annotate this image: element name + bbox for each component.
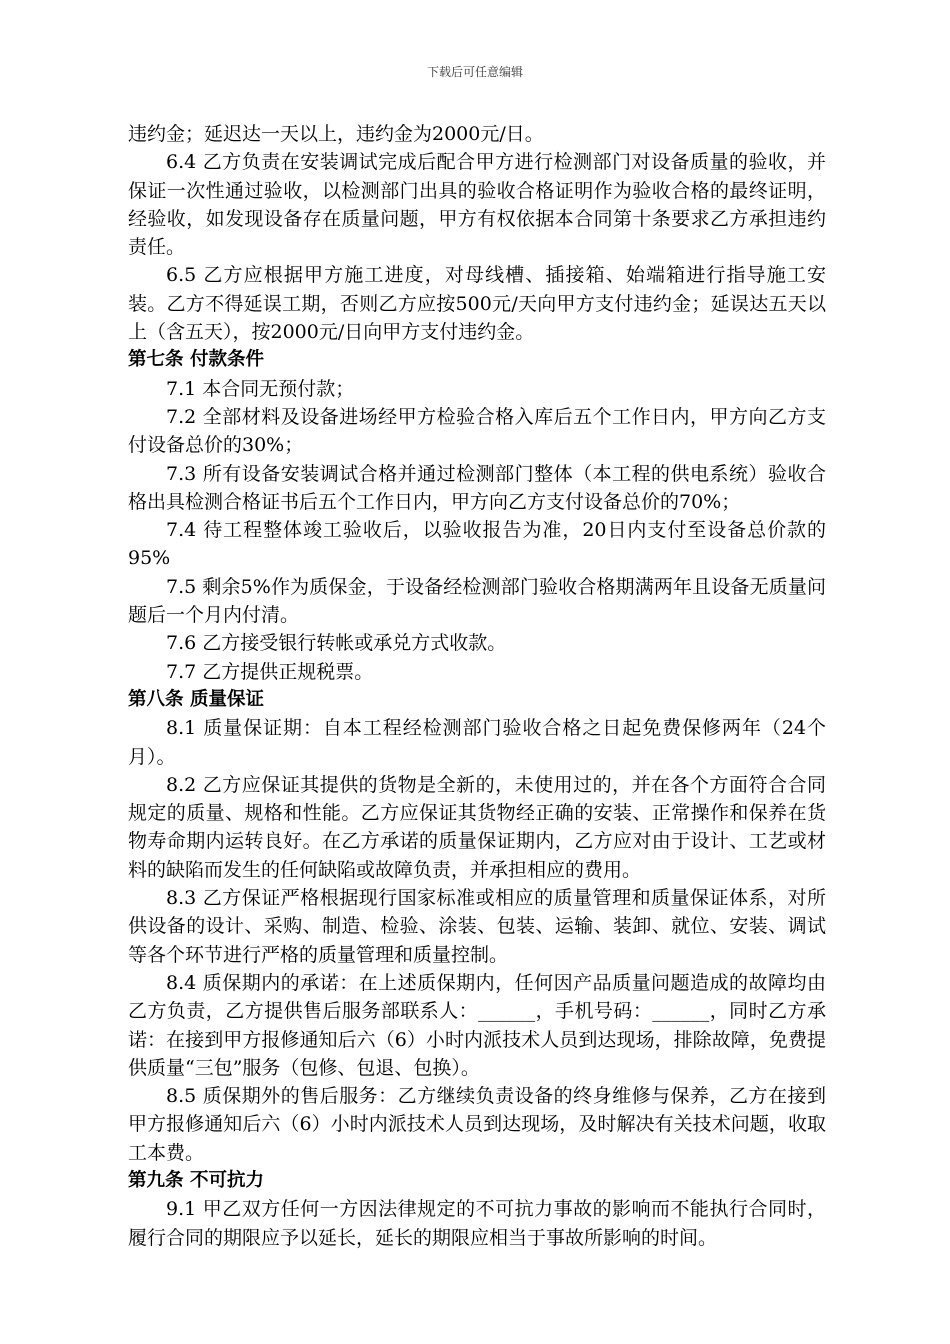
- paragraph-8-5: 8.5 质保期外的售后服务：乙方继续负责设备的终身维修与保养，乙方在接到甲方报修通知后六（6）小时内派技术人员到达现场，及时解决有关技术问题，收取工本费。: [128, 1085, 826, 1164]
- paragraph-7-2: 7.2 全部材料及设备进场经甲方检验合格入库后五个工作日内，甲方向乙方支付设备总价的30%；: [128, 405, 826, 457]
- paragraph-8-3: 8.3 乙方保证严格根据现行国家标准或相应的质量管理和质量保证体系，对所供设备的设计、采购、制造、检验、涂装、包装、运输、装卸、就位、安装、调试等各个环节进行严格的质量管理和质量控制。: [128, 887, 826, 966]
- section-heading-article-9: 第九条 不可抗力: [128, 1169, 264, 1191]
- paragraph-7-4: 7.4 待工程整体竣工验收后，以验收报告为准，20日内支付至设备总价款的95%: [128, 519, 826, 570]
- paragraph-6-4: 6.4 乙方负责在安装调试完成后配合甲方进行检测部门对设备质量的验收，并保证一次性通过验收，以检测部门出具的验收合格证明作为验收合格的最终证明，经验收，如发现设备存在质量问题，甲方有权依据本合同第十条要求乙方承担违约责任。: [128, 151, 826, 259]
- document-body: [128, 120, 826, 1252]
- paragraph-6-3-tail: 违约金；延迟达一天以上，违约金为2000元/日。: [128, 123, 544, 145]
- paragraph-8-4: 8.4 质保期内的承诺：在上述质保期内，任何因产品质量问题造成的故障均由乙方负责，乙方提供售后服务部联系人：______，手机号码：______，同时乙方承诺：在接到甲方报修通知后六（6）小时内派技术人员到达现场，排除故障，免费提供质量“三包”服务（包修、包退、包换）。: [128, 971, 826, 1079]
- paragraph-9-1: 9.1 甲乙双方任何一方因法律规定的不可抗力事故的影响而不能执行合同时，履行合同的期限应予以延长，延长的期限应相当于事故所影响的时间。: [128, 1198, 826, 1249]
- paragraph-7-3: 7.3 所有设备安装调试合格并通过检测部门整体（本工程的供电系统）验收合格出具检测合格证书后五个工作日内，甲方向乙方支付设备总价的70%；: [128, 462, 826, 513]
- paragraph-7-6: 7.6 乙方接受银行转帐或承兑方式收款。: [166, 632, 507, 655]
- section-heading-article-8: 第八条 质量保证: [128, 688, 264, 710]
- paragraph-7-1: 7.1 本合同无预付款；: [166, 377, 355, 400]
- paragraph-7-7: 7.7 乙方提供正规税票。: [166, 660, 374, 683]
- page-header: 下载后可任意编辑: [426, 65, 523, 79]
- paragraph-6-5: 6.5 乙方应根据甲方施工进度，对母线槽、插接箱、始端箱进行指导施工安装。乙方不得延误工期，否则乙方应按500元/天向甲方支付违约金；延误达五天以上（含五天），按2000元/日向甲方支付违约金。: [128, 264, 826, 344]
- paragraph-8-2: 8.2 乙方应保证其提供的货物是全新的，未使用过的，并在各个方面符合合同规定的质量、规格和性能。乙方应保证其货物经正确的安装、正常操作和保养在货物寿命期内运转良好。在乙方承诺的质量保证期内，乙方应对由于设计、工艺或材料的缺陷而发生的任何缺陷或故障负责，并承担相应的费用。: [128, 773, 826, 881]
- section-heading-article-7: 第七条 付款条件: [128, 349, 264, 371]
- paragraph-8-1: 8.1 质量保证期：自本工程经检测部门验收合格之日起免费保修两年（24个月）。: [128, 717, 826, 768]
- paragraph-7-5: 7.5 剩余5%作为质保金，于设备经检测部门验收合格期满两年且设备无质量问题后一个月内付清。: [128, 575, 826, 627]
